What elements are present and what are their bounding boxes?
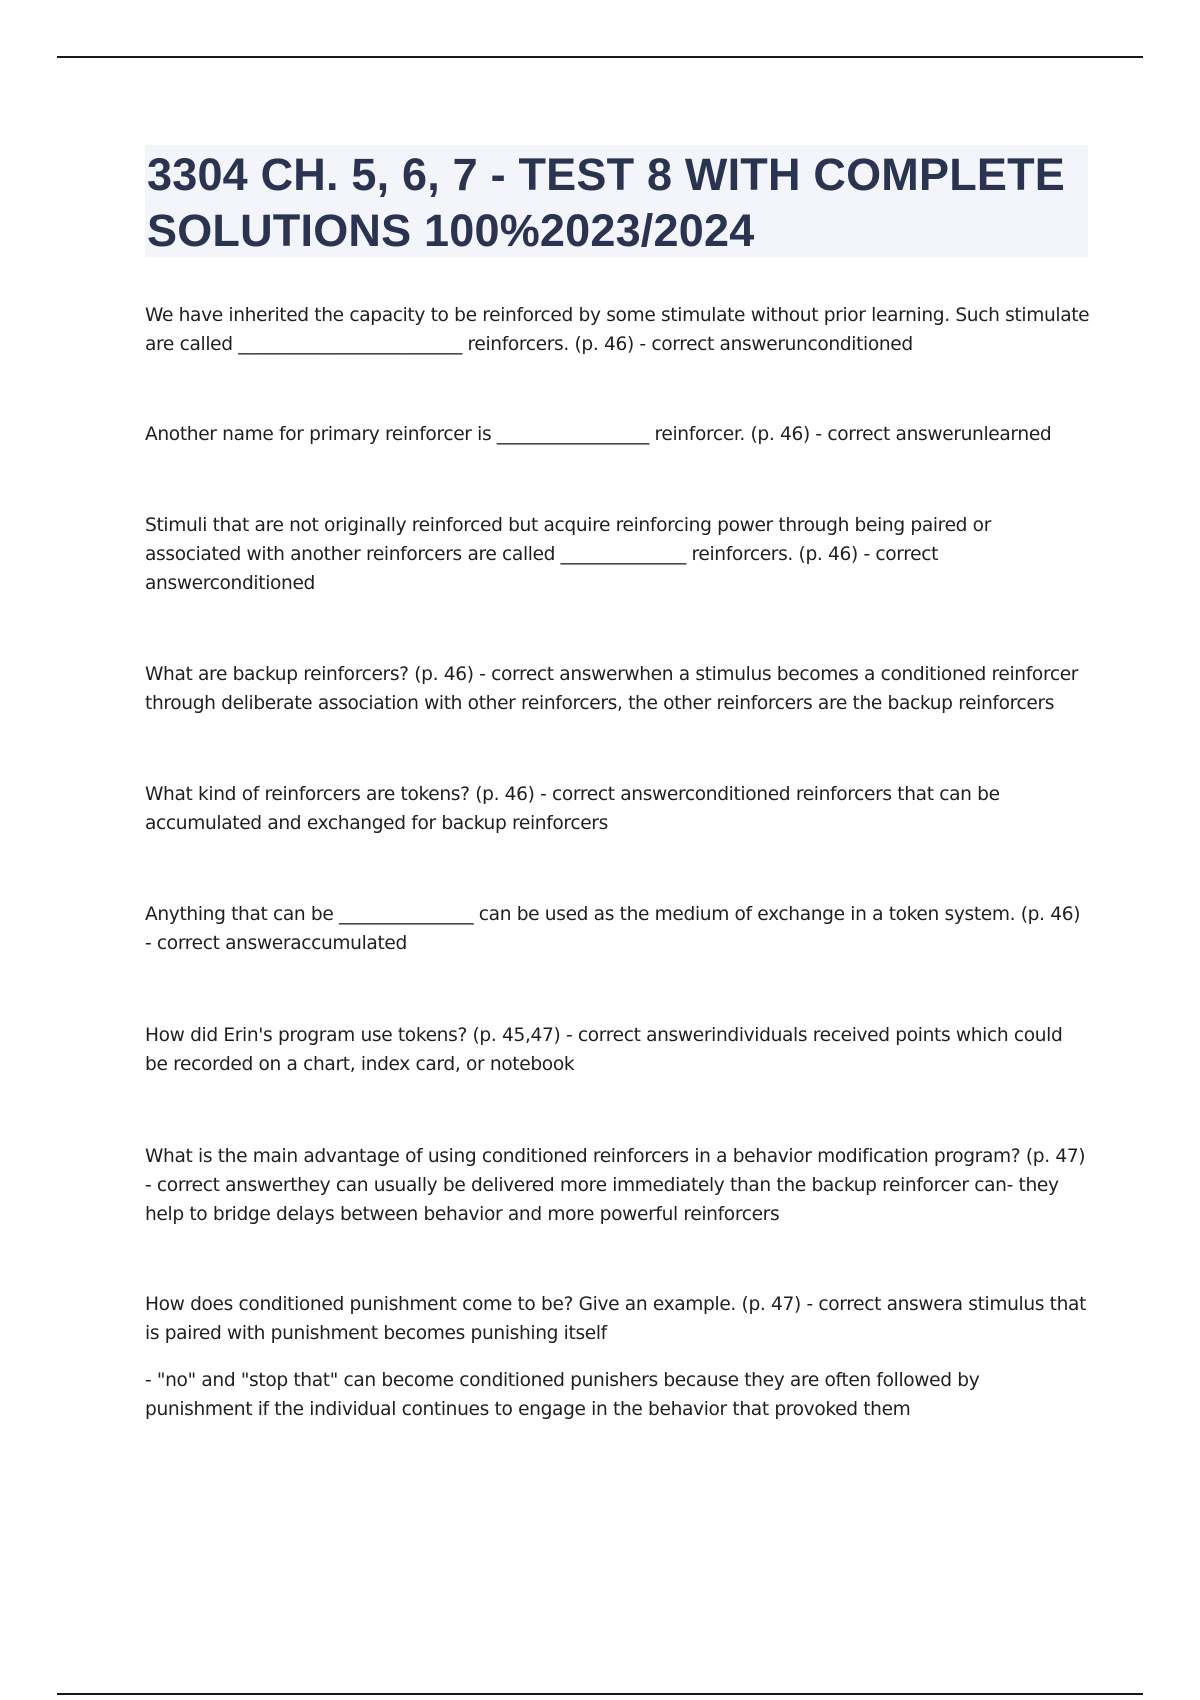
qa-entry-9-example: - "no" and "stop that" can become conditioned punishers because they are often followed by punishment if the individual continues to engage in the behavior that provoked them	[145, 1370, 980, 1420]
qa-entry-8: What is the main advantage of using conditioned reinforcers in a behavior modification program? (p. 47) - correct answerthey can usually be delivered more immediately than the backup reinforcer can- they help to bridge delays between behavior and more powerful reinforcers	[145, 1146, 1086, 1225]
qa-entry-9: How does conditioned punishment come to be? Give an example. (p. 47) - correct answera stimulus that is paired with punishment becomes punishing itself	[145, 1294, 1087, 1344]
qa-entry-4: What are backup reinforcers? (p. 46) - correct answerwhen a stimulus becomes a conditioned reinforcer through deliberate association with other reinforcers, the other reinforcers are the backup reinforcers	[145, 664, 1079, 714]
qa-entry-3: Stimuli that are not originally reinforced but acquire reinforcing power through being paired or associated with another reinforcers are called ______________ reinforcers. (p. 46) - correct answerconditioned	[145, 515, 991, 594]
qa-entry-1: We have inherited the capacity to be reinforced by some stimulate without prior learning. Such stimulate are called _________________________ reinforcers. (p. 46) - correct answerunconditioned	[145, 305, 1090, 355]
document-title: 3304 CH. 5, 6, 7 - TEST 8 WITH COMPLETE SOLUTIONS 100%2023/2024	[147, 149, 1065, 256]
top-rule	[57, 56, 1143, 58]
bottom-rule	[57, 1693, 1143, 1695]
qa-entry-2: Another name for primary reinforcer is _________________ reinforcer. (p. 46) - correct answerunlearned	[145, 424, 1052, 445]
qa-entry-6: Anything that can be _______________ can be used as the medium of exchange in a token system. (p. 46) - correct answeraccumulated	[145, 904, 1081, 954]
qa-entry-7: How did Erin's program use tokens? (p. 45,47) - correct answerindividuals received points which could be recorded on a chart, index card, or notebook	[145, 1025, 1063, 1075]
qa-entry-5: What kind of reinforcers are tokens? (p. 46) - correct answerconditioned reinforcers that can be accumulated and exchanged for backup reinforcers	[145, 784, 1000, 834]
